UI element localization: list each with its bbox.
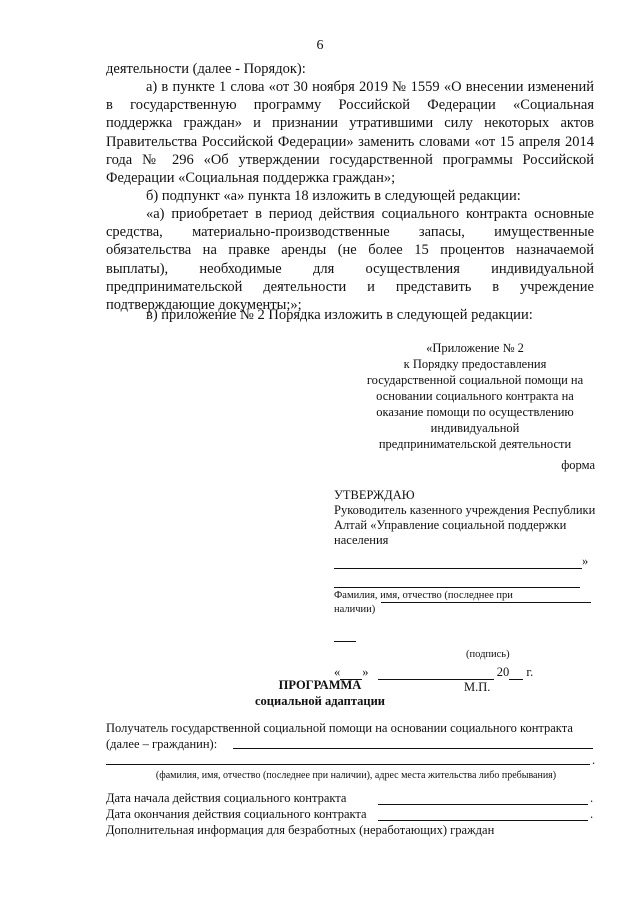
paragraph-intro: деятельности (далее - Порядок): [106,61,306,77]
appendix-line: оказание помощи по осуществлению [376,405,574,419]
program-title: ПРОГРАММА [278,678,362,692]
fio-continuation-line[interactable] [381,592,591,603]
date-close: » [362,665,369,679]
appendix-line: «Приложение № 2 [426,341,524,355]
extra-info-label: Дополнительная информация для безработных (неработающих) граждан [106,823,495,837]
stamp-label: М.П. [464,680,491,694]
fio-caption: Фамилия, имя, отчество (последнее при наличии) [334,590,513,615]
recipient-line-2[interactable] [106,752,590,765]
date-open: « [334,665,341,679]
paragraph-b: б) подпункт «а» пункта 18 изложить в следующей редакции: [146,188,521,204]
signature-line[interactable] [334,633,356,642]
start-date-label: Дата начала действия социального контракта [106,791,347,805]
period: . [590,807,594,821]
paragraph-a-new: «а) приобретает в период действия социального контракта основные средства, материально-производственные запасы, имущественные обязательства на правке аренды (не более 15 процентов назначаемой выплаты), необходимые для осуществления индивидуальной предпринимательской деятельности и представить в учреждение подтверждающие документы;»; [106,206,594,314]
period: . [592,753,596,767]
start-date-field[interactable] [378,792,588,805]
period: . [590,791,594,805]
approval-block [334,488,604,695]
year-prefix: 20 [496,665,510,679]
approval-heading: УТВЕРЖДАЮ [334,488,415,502]
appendix-line: к Порядку предоставления [403,357,547,371]
end-date-label: Дата окончания действия социального контракта [106,807,367,821]
page-number: 6 [316,38,324,53]
appendix-line: основании социального контракта на [376,389,574,403]
paragraph-c: в) приложение № 2 Порядка изложить в следующей редакции: [146,307,533,323]
recipient-caption: (фамилия, имя, отчество (последнее при наличии), адрес места жительства либо пребывания) [155,770,557,781]
recipient-label: Получатель государственной социальной помощи на основании социального контракта (далее – гражданин): [106,721,573,751]
appendix-line: государственной социальной помощи на [366,373,584,387]
contract-dates [106,790,606,838]
appendix-line: предпринимательской деятельности [378,437,572,451]
approval-position: Руководитель казенного учреждения Республики Алтай «Управление социальной поддержки населения [334,503,596,547]
appendix-header [350,340,600,452]
recipient-line[interactable] [233,736,593,749]
fio-line[interactable] [334,577,580,588]
signature-caption: (подпись) [466,649,510,660]
year-suffix: г. [523,665,534,679]
quote-close: » [582,554,589,568]
recipient-section [106,720,606,784]
form-label: форма [561,458,595,472]
appendix-line: индивидуальной [430,421,520,435]
organization-name-line[interactable] [334,556,582,569]
end-date-field[interactable] [378,808,588,821]
paragraph-a: а) в пункте 1 слова «от 30 ноября 2019 № 1559 «О внесении изменений в государственную программу Российской Федерации «Социальная поддержка граждан» и признании утратившими силу некоторых актов Правительства Российской Федерации» заменить словами «от 15 апреля 2014 года № 296 «Об утверждении государственной программы Российской Федерации «Социальная поддержка граждан»; [106,79,594,187]
program-subtitle: социальной адаптации [255,694,385,708]
